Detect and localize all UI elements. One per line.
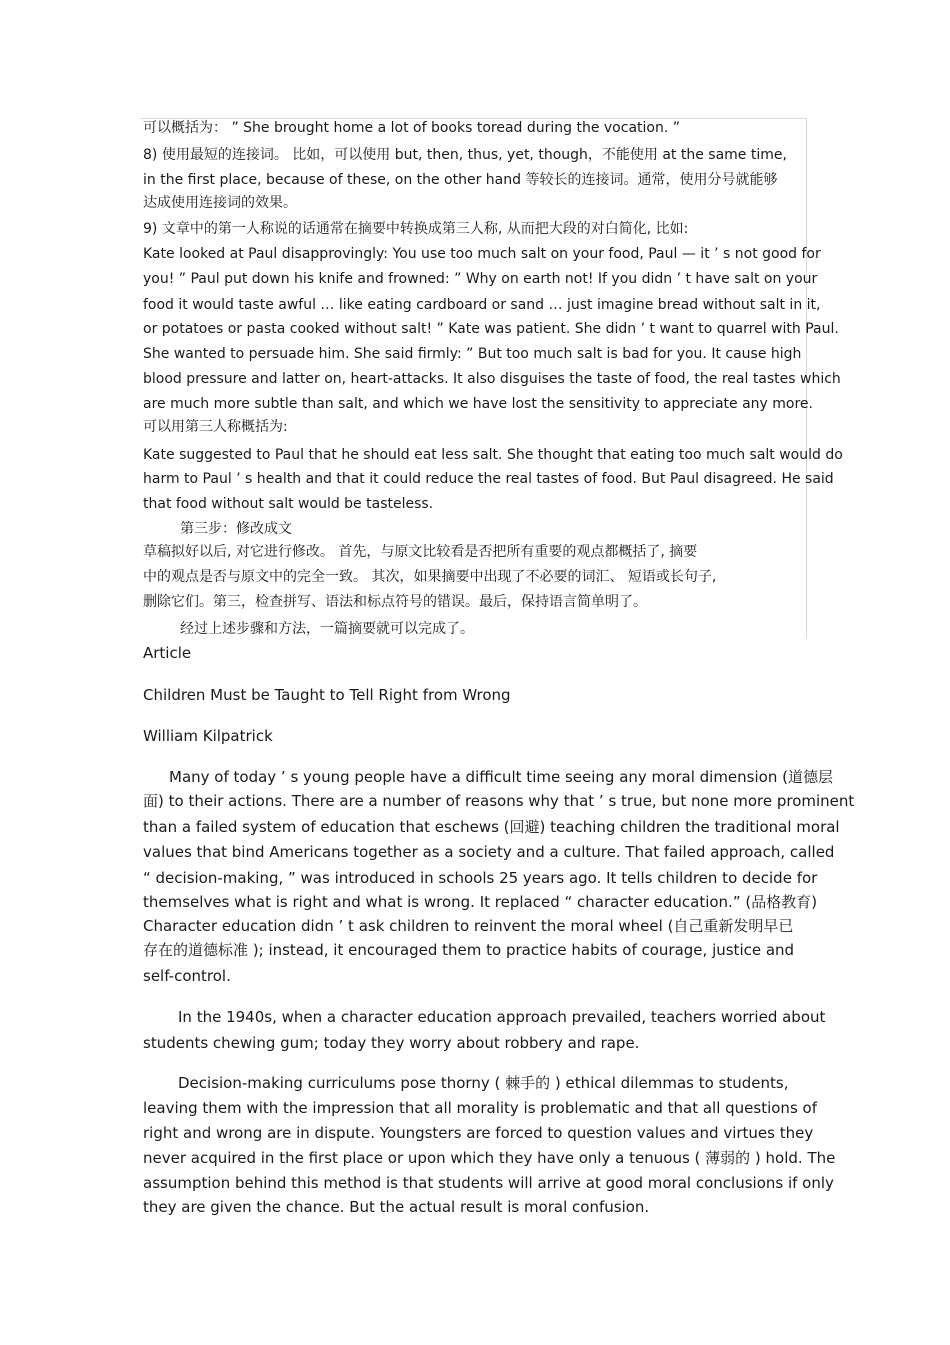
paragraph-line: Decision-making curriculums pose thorny ( 棘手的 ) ethical dilemmas to students, [178,1074,789,1092]
paragraph-line: they are given the chance. But the actual result is moral confusion. [143,1198,650,1216]
paragraph-line: Many of today ’ s young people have a difficult time seeing any moral dimension (道德层 [169,768,833,786]
summary-line: 8) 使用最短的连接词。 比如，可以使用 but, then, thus, yet, though，不能使用 at the same time, [143,147,787,163]
summary-line: harm to Paul ’ s health and that it could reduce the real tastes of food. But Paul disagreed. He said [143,471,834,487]
summary-line: that food without salt would be tasteless. [143,496,434,512]
summary-line: food it would taste awful … like eating cardboard or sand … just imagine bread without salt in it, [143,297,821,313]
summary-line: 9) 文章中的第一人称说的话通常在摘要中转换成第三人称, 从而把大段的对白简化, 比如: [143,221,689,237]
summary-line: Kate suggested to Paul that he should eat less salt. She thought that eating too much salt would do [143,447,843,463]
summary-line: you! ” Paul put down his knife and frowned: ” Why on earth not! If you didn ’ t have salt on your [143,271,818,287]
paragraph-line: themselves what is right and what is wrong. It replaced “ character education.” (品格教育) [143,893,818,911]
article-author: William Kilpatrick [143,727,273,745]
summary-line: Kate looked at Paul disapprovingly: You use too much salt on your food, Paul — it ’ s not good for [143,246,821,262]
paragraph-line: right and wrong are in dispute. Youngsters are forced to question values and virtues they [143,1124,814,1142]
paragraph-line: self-control. [143,967,231,985]
summary-line: 中的观点是否与原文中的完全一致。 其次，如果摘要中出现了不必要的词汇、 短语或长句子, [143,569,717,585]
paragraph-line: In the 1940s, when a character education approach prevailed, teachers worried about [178,1008,826,1026]
summary-line: or potatoes or pasta cooked without salt! ” Kate was patient. She didn ’ t want to quarrel with Paul. [143,321,839,337]
paragraph-line: never acquired in the first place or upon which they have only a tenuous ( 薄弱的 ) hold. The [143,1149,836,1167]
paragraph-line: assumption behind this method is that students will arrive at good moral conclusions if only [143,1174,834,1192]
summary-line: 经过上述步骤和方法，一篇摘要就可以完成了。 [180,621,474,637]
paragraph-line: 存在的道德标准 ); instead, it encouraged them to practice habits of courage, justice and [143,941,795,959]
summary-line: 草稿拟好以后, 对它进行修改。 首先，与原文比较看是否把所有重要的观点都概括了, 摘要 [143,544,698,560]
paragraph-line: than a failed system of education that eschews (回避) teaching children the traditional moral [143,818,840,836]
summary-line: 删除它们。第三，检查拼写、语法和标点符号的错误。最后，保持语言简单明了。 [143,594,647,610]
paragraph-line: “ decision-making, ” was introduced in schools 25 years ago. It tells children to decide for [143,869,818,887]
summary-line: She wanted to persuade him. She said firmly: ” But too much salt is bad for you. It cause high [143,346,802,362]
step-heading: 第三步：修改成文 [180,521,292,537]
paragraph-line: Character education didn ’ t ask children to reinvent the moral wheel (自己重新发明早已 [143,917,794,935]
article-title: Children Must be Taught to Tell Right from Wrong [143,686,511,704]
paragraph-line: 面) to their actions. There are a number of reasons why that ’ s true, but none more prominent [143,792,855,810]
summary-line: in the first place, because of these, on the other hand 等较长的连接词。通常，使用分号就能够 [143,172,778,188]
paragraph-line: values that bind Americans together as a society and a culture. That failed approach, called [143,843,835,861]
summary-line: 可以概括为： ” She brought home a lot of books toread during the vocation. ” [143,120,680,136]
article-heading: Article [143,644,192,662]
summary-line: are much more subtle than salt, and which we have lost the sensitivity to appreciate any more. [143,396,813,412]
summary-line: 达成使用连接词的效果。 [143,195,297,211]
paragraph-line: students chewing gum; today they worry about robbery and rape. [143,1034,640,1052]
summary-line: 可以用第三人称概括为: [143,419,288,435]
summary-line: blood pressure and latter on, heart-attacks. It also disguises the taste of food, the real tastes which [143,371,841,387]
paragraph-line: leaving them with the impression that all morality is problematic and that all questions of [143,1099,817,1117]
